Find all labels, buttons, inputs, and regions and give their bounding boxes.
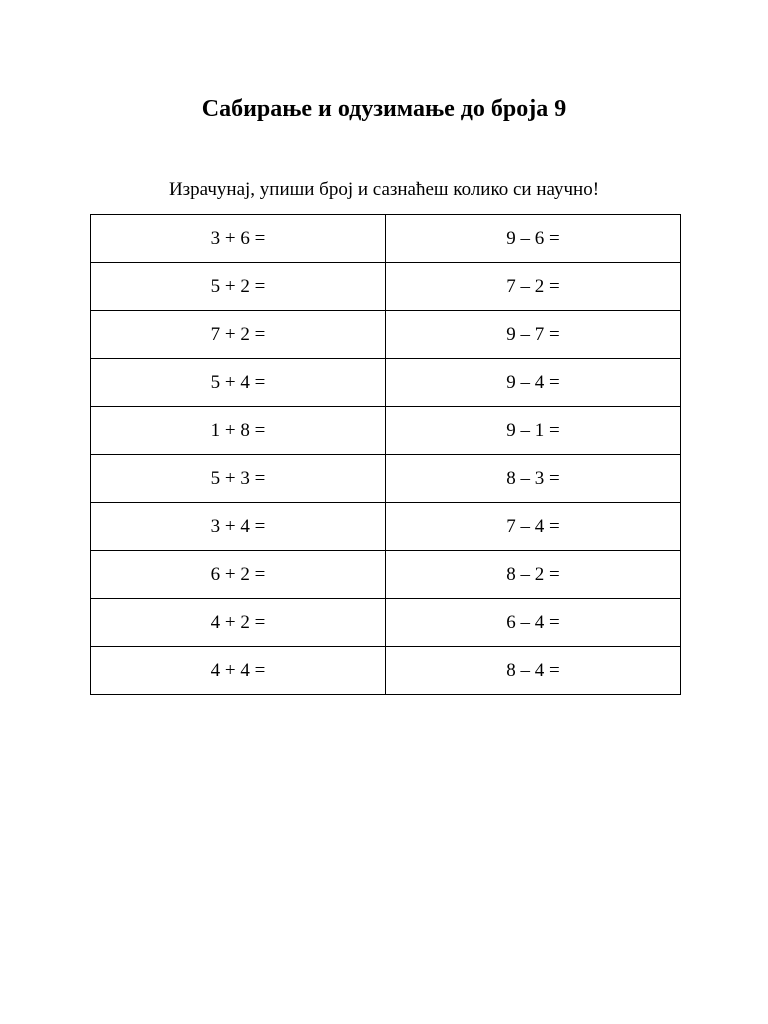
addition-cell: 4 + 4 = [91, 647, 386, 695]
table-row [91, 407, 681, 455]
table-row [91, 311, 681, 359]
instruction-text: Израчунај, упиши број и сазнаћеш колико си научно! [168, 179, 600, 200]
addition-cell: 4 + 2 = [91, 599, 386, 647]
subtraction-cell: 9 – 1 = [386, 407, 681, 455]
exercise-table [90, 214, 681, 695]
subtraction-cell: 9 – 6 = [386, 215, 681, 263]
addition-cell: 5 + 2 = [91, 263, 386, 311]
table-row [91, 503, 681, 551]
table-row [91, 551, 681, 599]
table-row [91, 599, 681, 647]
subtraction-cell: 9 – 4 = [386, 359, 681, 407]
subtraction-cell: 8 – 2 = [386, 551, 681, 599]
addition-cell: 5 + 3 = [91, 455, 386, 503]
subtraction-cell: 7 – 2 = [386, 263, 681, 311]
table-row [91, 455, 681, 503]
subtraction-cell: 8 – 3 = [386, 455, 681, 503]
addition-cell: 5 + 4 = [91, 359, 386, 407]
table-row [91, 647, 681, 695]
subtraction-cell: 6 – 4 = [386, 599, 681, 647]
table-row [91, 215, 681, 263]
addition-cell: 3 + 4 = [91, 503, 386, 551]
subtraction-cell: 8 – 4 = [386, 647, 681, 695]
table-row [91, 359, 681, 407]
subtraction-cell: 7 – 4 = [386, 503, 681, 551]
addition-cell: 7 + 2 = [91, 311, 386, 359]
addition-cell: 1 + 8 = [91, 407, 386, 455]
table-row [91, 263, 681, 311]
addition-cell: 3 + 6 = [91, 215, 386, 263]
page-title: Сабирање и одузимање до броја 9 [201, 96, 567, 122]
subtraction-cell: 9 – 7 = [386, 311, 681, 359]
addition-cell: 6 + 2 = [91, 551, 386, 599]
